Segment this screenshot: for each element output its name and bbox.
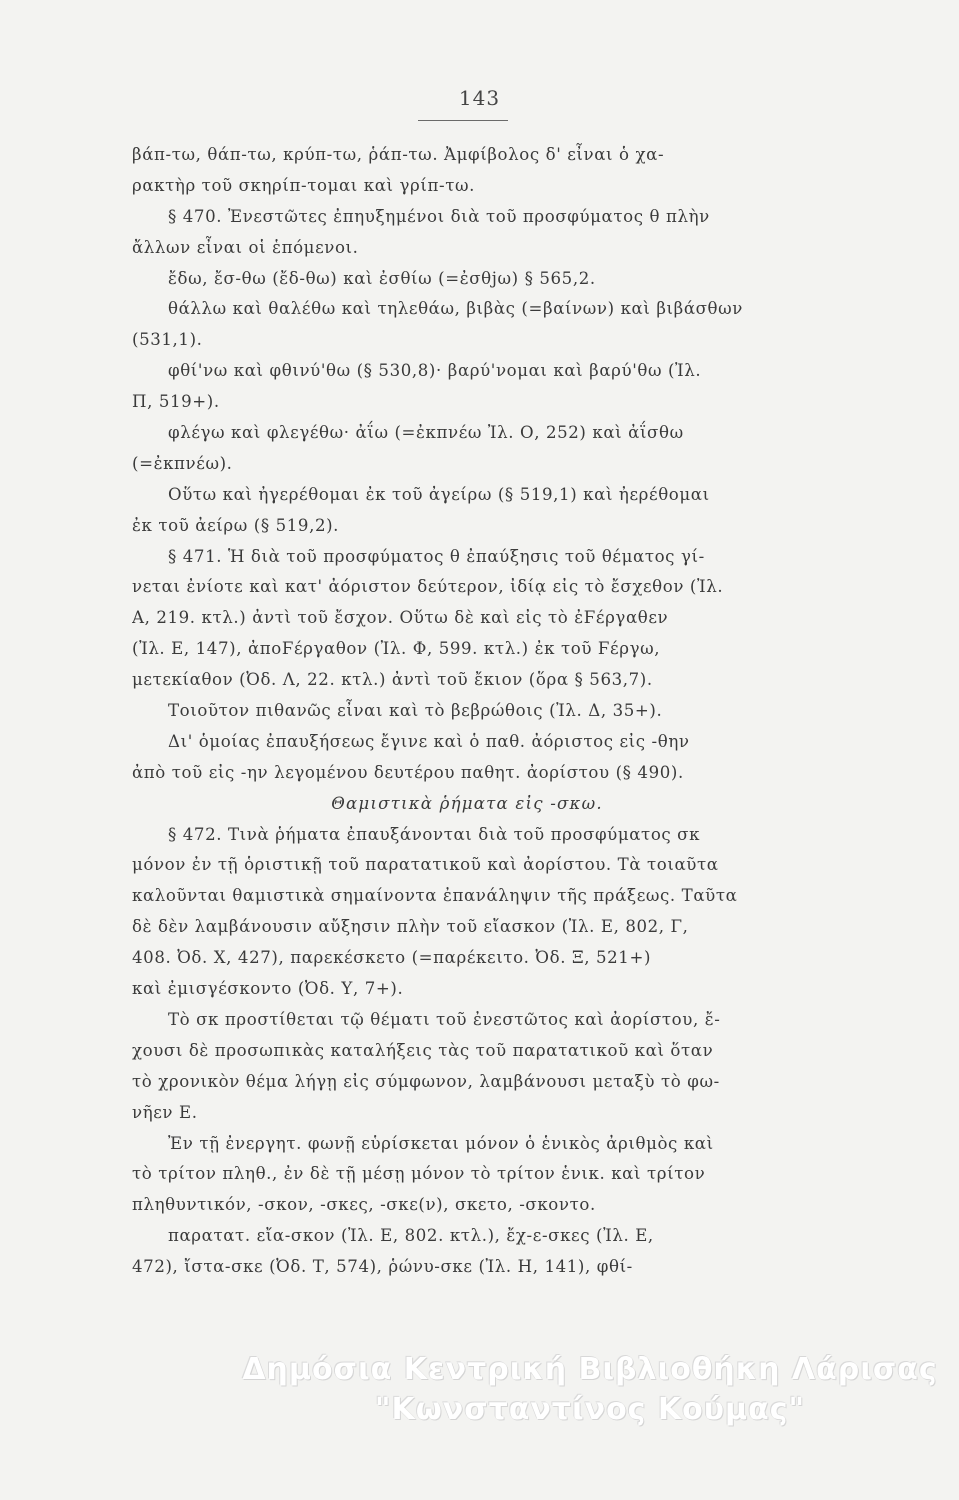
text-line: ρακτὴρ τοῦ σκηρίπ-τομαι καὶ γρίπ-τω.	[132, 175, 476, 195]
text-line: τὸ τρίτον πληθ., ἐν δὲ τῇ μέσῃ μόνον τὸ τρίτον ἑνικ. καὶ τρίτον	[132, 1164, 706, 1184]
text-line: Τοιοῦτον πιθανῶς εἶναι καὶ τὸ βεβρώθοις (Ἰλ. Δ, 35+).	[168, 701, 663, 721]
text-line: Οὕτω καὶ ἠγερέθομαι ἐκ τοῦ ἀγείρω (§ 519,1) καὶ ἠερέθομαι	[168, 484, 710, 504]
text-line: § 471. Ἡ διὰ τοῦ προσφύματος θ ἐπαύξησις τοῦ θέματος γί-	[168, 546, 705, 566]
text-line: θάλλω καὶ θαλέθω καὶ τηλεθάω, βιβὰς (=βαίνων) καὶ βιβάσθων	[168, 299, 743, 319]
text-line: Α, 219. κτλ.) ἀντὶ τοῦ ἔσχον. Οὕτω δὲ καὶ εἰς τὸ ἐϜέργαθεν	[132, 608, 669, 628]
text-line: ἔδω, ἔσ-θω (ἔδ-θω) καὶ ἐσθίω (=ἐσθjω) § 565,2.	[168, 268, 596, 288]
body-text	[132, 140, 802, 1283]
text-line: παρατατ. εἴα-σκον (Ἰλ. Ε, 802. κτλ.), ἔχ-ε-σκες (Ἰλ. Ε,	[168, 1226, 654, 1246]
text-line: πληθυντικόν, -σκον, -σκες, -σκε(ν), σκετο, -σκοντο.	[132, 1195, 596, 1215]
text-line: ἐκ τοῦ ἀείρω (§ 519,2).	[132, 515, 340, 535]
text-line: 472), ἴστα-σκε (Ὀδ. Τ, 574), ῥώνυ-σκε (Ἰλ. Η, 141), φθί-	[132, 1257, 633, 1277]
header-rule	[418, 120, 508, 121]
watermark-library-name: Δημόσια Κεντρική Βιβλιοθήκη Λάρισας	[242, 1352, 938, 1387]
text-line: (531,1).	[132, 330, 203, 350]
text-line: καλοῦνται θαμιστικὰ σημαίνοντα ἐπανάληψιν τῆς πράξεως. Ταῦτα	[132, 886, 738, 906]
text-line: νῆεν Ε.	[132, 1102, 198, 1122]
text-line: δὲ δὲν λαμβάνουσιν αὔξησιν πλὴν τοῦ εἴασκον (Ἰλ. Ε, 802, Γ,	[132, 917, 689, 937]
text-line: § 470. Ἐνεστῶτες ἐπηυξημένοι διὰ τοῦ προσφύματος θ πλὴν	[168, 206, 710, 226]
text-line: χουσι δὲ προσωπικὰς καταλήξεις τὰς τοῦ παρατατικοῦ καὶ ὅταν	[132, 1040, 714, 1060]
section-heading: Θαμιστικὰ ῥήματα εἰς -σκω.	[331, 793, 603, 813]
text-line: (Ἰλ. Ε, 147), ἀποϜέργαθον (Ἰλ. Φ, 599. κτλ.) ἐκ τοῦ Ϝέργω,	[132, 639, 661, 659]
text-line: 408. Ὀδ. Χ, 427), παρεκέσκετο (=παρέκειτο. Ὀδ. Ξ, 521+)	[132, 948, 652, 968]
text-line: (=ἐκπνέω).	[132, 453, 233, 473]
text-line: Ἐν τῇ ἐνεργητ. φωνῇ εὑρίσκεται μόνον ὁ ἑνικὸς ἀριθμὸς καὶ	[168, 1133, 714, 1153]
text-line: τὸ χρονικὸν θέμα λήγῃ εἰς σύμφωνον, λαμβάνουσι μεταξὺ τὸ φω-	[132, 1071, 720, 1091]
text-line: Τὸ σκ προστίθεται τῷ θέματι τοῦ ἐνεστῶτος καὶ ἀορίστου, ἔ-	[168, 1009, 721, 1029]
text-line: ἀπὸ τοῦ εἰς -ην λεγομένου δευτέρου παθητ. ἀορίστου (§ 490).	[132, 762, 684, 782]
text-line: φθί'νω καὶ φθινύ'θω (§ 530,8)· βαρύ'νομαι καὶ βαρύ'θω (Ἰλ.	[168, 361, 702, 381]
text-line: φλέγω καὶ φλεγέθω· ἀΐω (=ἐκπνέω Ἰλ. Ο, 252) καὶ ἀΐσθω	[168, 423, 684, 443]
watermark-library-subtitle: "Κωνσταντίνος Κούμας"	[374, 1392, 806, 1427]
text-line: μετεκίαθον (Ὀδ. Λ, 22. κτλ.) ἀντὶ τοῦ ἔκιον (ὅρα § 563,7).	[132, 670, 653, 690]
text-line: Δι' ὁμοίας ἐπαυξήσεως ἔγινε καὶ ὁ παθ. ἀόριστος εἰς -θην	[168, 731, 690, 751]
text-line: Π, 519+).	[132, 392, 220, 412]
text-line: ἄλλων εἶναι οἱ ἑπόμενοι.	[132, 237, 359, 257]
text-line: μόνον ἐν τῇ ὁριστικῇ τοῦ παρατατικοῦ καὶ ἀορίστου. Τὰ τοιαῦτα	[132, 855, 719, 875]
text-line: § 472. Τινὰ ῥήματα ἐπαυξάνονται διὰ τοῦ προσφύματος σκ	[168, 824, 701, 844]
text-line: καὶ ἐμισγέσκοντο (Ὀδ. Υ, 7+).	[132, 979, 404, 999]
text-line: βάπ-τω, θάπ-τω, κρύπ-τω, ῥάπ-τω. Ἀμφίβολος δ' εἶναι ὁ χα-	[132, 145, 665, 164]
page-number: 143	[458, 86, 501, 110]
text-line: νεται ἐνίοτε καὶ κατ' ἀόριστον δεύτερον, ἰδίᾳ εἰς τὸ ἔσχεθον (Ἰλ.	[132, 577, 724, 597]
